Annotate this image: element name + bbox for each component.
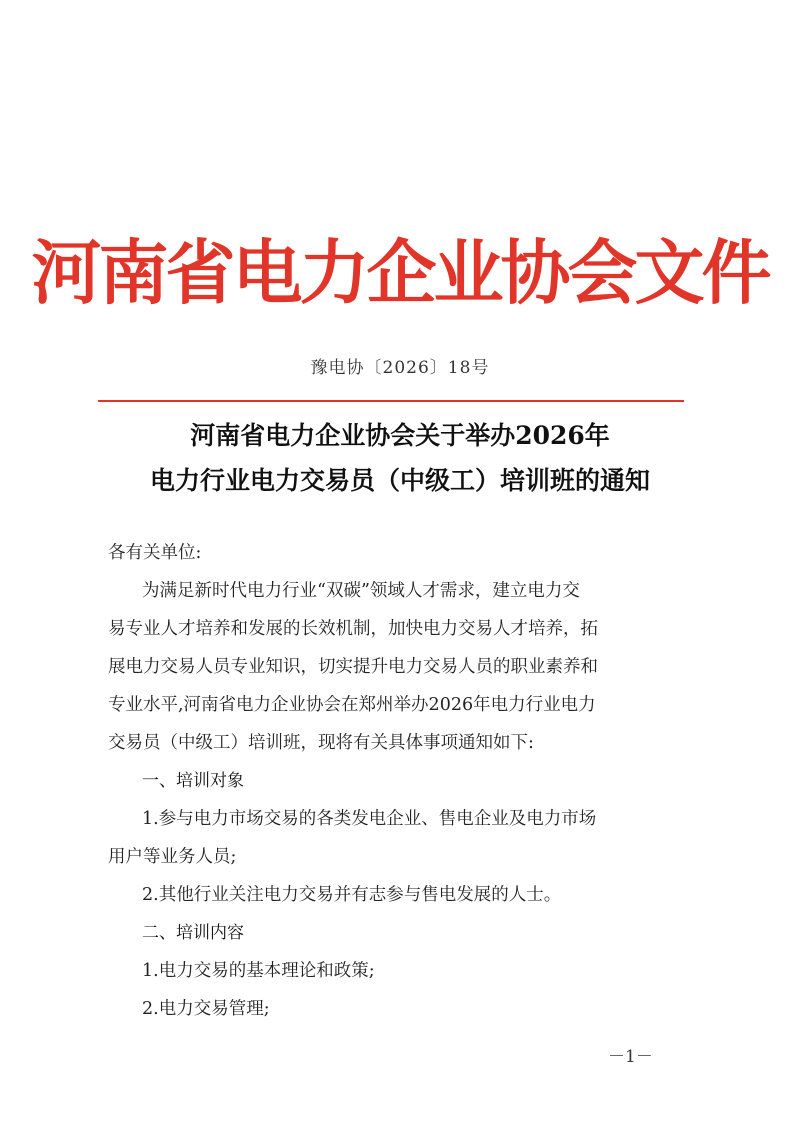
list-item: 2.其他行业关注电力交易并有志参与售电发展的人士。: [142, 885, 562, 905]
intro-line: 交易员（中级工）培训班，现将有关具体事项通知如下:: [108, 733, 534, 753]
list-item: 2.电力交易管理;: [142, 999, 270, 1019]
salutation: 各有关单位:: [108, 543, 202, 563]
section-heading-targets: 一、培训对象: [142, 771, 244, 791]
red-divider: [98, 400, 684, 402]
list-item: 1.参与电力市场交易的各类发电企业、售电企业及电力市场: [142, 809, 597, 829]
intro-line: 为满足新时代电力行业“双碳”领域人才需求，建立电力交: [142, 581, 580, 601]
org-header-title: 河南省电力企业协会文件: [31, 231, 769, 314]
intro-line: 展电力交易人员专业知识，切实提升电力交易人员的职业素养和: [108, 657, 598, 677]
document-number: 豫电协〔2026〕18号: [310, 358, 490, 378]
page-number: －1－: [608, 1047, 653, 1067]
list-item-continuation: 用户等业务人员;: [108, 847, 237, 867]
notice-title-line-1: 河南省电力企业协会关于举办2026年: [190, 421, 610, 450]
intro-line: 易专业人才培养和发展的长效机制，加快电力交易人才培养，拓: [108, 619, 598, 639]
section-heading-content: 二、培训内容: [142, 923, 244, 943]
intro-line: 专业水平,河南省电力企业协会在郑州举办2026年电力行业电力: [108, 695, 596, 715]
notice-title-line-2: 电力行业电力交易员（中级工）培训班的通知: [149, 466, 650, 495]
list-item: 1.电力交易的基本理论和政策;: [142, 961, 375, 981]
